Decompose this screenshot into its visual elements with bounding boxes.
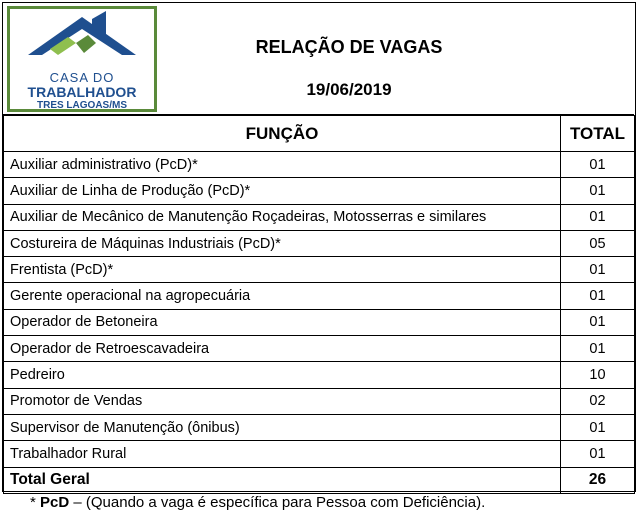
- table-row: [4, 178, 635, 204]
- cell-funcao: Costureira de Máquinas Industriais (PcD)*: [4, 230, 561, 256]
- table-row: [4, 309, 635, 335]
- cell-total: 01: [561, 178, 635, 204]
- footnote: [30, 494, 485, 511]
- cell-total: 01: [561, 441, 635, 467]
- table-row: [4, 441, 635, 467]
- table-row: [4, 283, 635, 309]
- header: [3, 3, 634, 115]
- cell-total: 10: [561, 362, 635, 388]
- table-row: [4, 336, 635, 362]
- table-row: [4, 204, 635, 230]
- cell-funcao: Auxiliar de Linha de Produção (PcD)*: [4, 178, 561, 204]
- logo-text-trabalhador: TRABALHADOR: [27, 84, 137, 100]
- cell-funcao: Supervisor de Manutenção (ônibus): [4, 414, 561, 440]
- column-header-funcao: FUNÇÃO: [4, 116, 561, 152]
- cell-total: 01: [561, 257, 635, 283]
- cell-total: 01: [561, 336, 635, 362]
- table-header-row: [4, 116, 635, 152]
- cell-total: 05: [561, 230, 635, 256]
- table-row: [4, 362, 635, 388]
- total-label: Total Geral: [4, 467, 561, 493]
- cell-total: 01: [561, 414, 635, 440]
- cell-funcao: Auxiliar administrativo (PcD)*: [4, 152, 561, 178]
- page-date: 19/06/2019: [306, 80, 392, 99]
- footnote-term: PcD: [40, 494, 70, 511]
- cell-funcao: Pedreiro: [4, 362, 561, 388]
- total-row: [4, 467, 635, 493]
- table-row: [4, 414, 635, 440]
- footnote-asterisk: *: [30, 494, 41, 511]
- cell-total: 01: [561, 204, 635, 230]
- table-row: [4, 257, 635, 283]
- logo: [7, 6, 157, 112]
- cell-total: 01: [561, 309, 635, 335]
- cell-total: 02: [561, 388, 635, 414]
- logo-text-casa-do: CASA DO: [49, 70, 115, 85]
- total-value: 26: [561, 467, 635, 493]
- logo-text-city: TRES LAGOAS/MS: [36, 100, 127, 111]
- vacancies-table: [3, 115, 635, 494]
- cell-total: 01: [561, 152, 635, 178]
- table-row: [4, 388, 635, 414]
- roof-logo-icon: [10, 9, 154, 71]
- cell-funcao: Operador de Betoneira: [4, 309, 561, 335]
- table-row: [4, 152, 635, 178]
- footnote-text: – (Quando a vaga é específica para Pessoa com Deficiência).: [69, 494, 486, 511]
- page-title: RELAÇÃO DE VAGAS: [255, 37, 443, 57]
- document-frame: [2, 2, 636, 492]
- cell-funcao: Trabalhador Rural: [4, 441, 561, 467]
- cell-total: 01: [561, 283, 635, 309]
- cell-funcao: Operador de Retroescavadeira: [4, 336, 561, 362]
- cell-funcao: Promotor de Vendas: [4, 388, 561, 414]
- column-header-total: TOTAL: [561, 116, 635, 152]
- cell-funcao: Auxiliar de Mecânico de Manutenção Roçadeiras, Motosserras e similares: [4, 204, 561, 230]
- cell-funcao: Gerente operacional na agropecuária: [4, 283, 561, 309]
- table-row: [4, 230, 635, 256]
- cell-funcao: Frentista (PcD)*: [4, 257, 561, 283]
